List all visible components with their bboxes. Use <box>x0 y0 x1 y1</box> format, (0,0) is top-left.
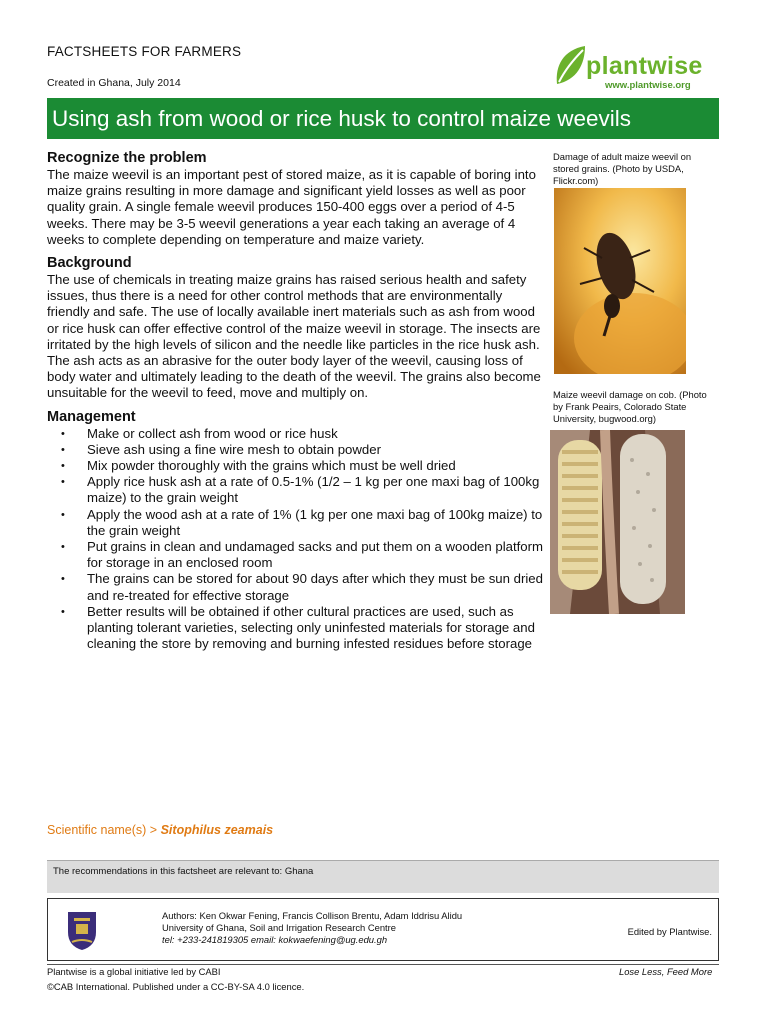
footer-divider <box>47 964 719 965</box>
list-item <box>47 458 543 474</box>
photo2-caption: Maize weevil damage on cob. (Photo by Frank Peairs, Colorado State University, bugwood.org) <box>553 389 707 424</box>
authors-block <box>162 910 462 946</box>
list-item-text: The grains can be stored for about 90 days after which they must be sun dried and re-treated for effective storage <box>87 571 543 603</box>
page-title: Using ash from wood or rice husk to control maize weevils <box>47 98 719 139</box>
background-heading: Background <box>47 255 132 272</box>
logo-url[interactable]: www.plantwise.org <box>605 80 691 91</box>
authors-contact[interactable]: tel: +233-241819305 email: kokwaefening@ug.edu.gh <box>162 934 388 945</box>
problem-heading: Recognize the problem <box>47 150 207 166</box>
leaf-icon <box>553 44 589 86</box>
problem-text: The maize weevil is an important pest of stored maize, as it is capable of boring into maize grains resulting in more damage and significant yield losses as well as poor quality grain. A single female weevil produces 150-400 eggs over a period of 4-5 weeks. There may be 3-5 weevil generations a year each taking an average of 4 weeks to complete depending on temperature and maize variety. <box>47 167 536 247</box>
main-content <box>47 150 543 652</box>
list-item-text: Sieve ash using a fine wire mesh to obtain powder <box>87 441 381 457</box>
created-date: Created in Ghana, July 2014 <box>47 77 181 89</box>
list-item <box>47 474 543 506</box>
authors-institution: University of Ghana, Soil and Irrigation Research Centre <box>162 922 396 933</box>
bullet-icon: • <box>61 605 65 618</box>
list-item-text: Apply the wood ash at a rate of 1% (1 kg per one maxi bag of 100kg maize) to the grain weight <box>87 506 543 538</box>
tagline: Lose Less, Feed More <box>619 966 713 977</box>
relevance-text: The recommendations in this factsheet are relevant to: Ghana <box>53 866 314 877</box>
bullet-icon: • <box>61 427 65 440</box>
list-item-text: Put grains in clean and undamaged sacks and put them on a wooden platform for storage in an enclosed room <box>87 539 543 571</box>
list-item <box>47 507 543 539</box>
initiative-note: Plantwise is a global initiative led by CABI <box>47 966 221 977</box>
photo1-caption: Damage of adult maize weevil on stored grains. (Photo by USDA, Flickr.com) <box>553 151 692 186</box>
list-item-text: Better results will be obtained if other cultural practices are used, such as planting tolerant varieties, selecting only uninfested materials for storage and cleaning the store by removing and burning infested residues before storage <box>87 603 535 652</box>
list-item-text: Make or collect ash from wood or rice husk <box>87 425 338 441</box>
university-crest-icon <box>64 908 100 952</box>
management-list <box>47 426 543 653</box>
weevil-photo <box>554 188 686 374</box>
bullet-icon: • <box>61 508 65 521</box>
list-item <box>47 539 543 571</box>
scientific-label: Scientific name(s) > <box>47 823 161 837</box>
list-item <box>47 442 543 458</box>
licence-note: ©CAB International. Published under a CC-BY-SA 4.0 licence. <box>47 981 305 992</box>
bullet-icon: • <box>61 541 65 554</box>
relevance-bar <box>47 860 719 893</box>
background-text: The use of chemicals in treating maize grains has raised serious health and safety issues, thus there is a need for other control methods that are environmentally friendly and safe. The use of locally available inert materials such as ash from wood or rice husk can offer effective control of the maize weevil in storage. The insects are irritated by the high levels of silicon and the needle like particles in the rice husk ash. The ash acts as an abrasive for the outer body layer of the weevil, causing loss of body water and ultimately leading to the death of the weevil. The grains also become unsuitable for the weevil to feed, move and multiply on. <box>47 272 541 401</box>
bullet-icon: • <box>61 443 65 456</box>
scientific-value: Sitophilus zeamais <box>160 823 274 837</box>
management-heading: Management <box>47 408 136 425</box>
list-item <box>47 571 543 603</box>
list-item-text: Mix powder thoroughly with the grains which must be well dried <box>87 458 456 474</box>
authors-box <box>47 898 719 961</box>
list-item <box>47 604 543 653</box>
bullet-icon: • <box>61 573 65 586</box>
series-label: FACTSHEETS FOR FARMERS <box>47 44 242 59</box>
authors-names: Authors: Ken Okwar Fening, Francis Collison Brentu, Adam Iddrisu Alidu <box>162 910 463 921</box>
maize-cob-photo <box>550 430 685 614</box>
plantwise-logo <box>553 44 723 94</box>
bullet-icon: • <box>61 460 65 473</box>
scientific-name <box>47 823 273 837</box>
logo-wordmark: plantwise <box>586 52 703 80</box>
bullet-icon: • <box>61 476 65 489</box>
list-item <box>47 426 543 442</box>
list-item-text: Apply rice husk ash at a rate of 0.5-1% (1/2 – 1 kg per one maxi bag of 100kg maize) to the grain weight <box>87 474 540 506</box>
edited-by: Edited by Plantwise. <box>627 926 712 937</box>
